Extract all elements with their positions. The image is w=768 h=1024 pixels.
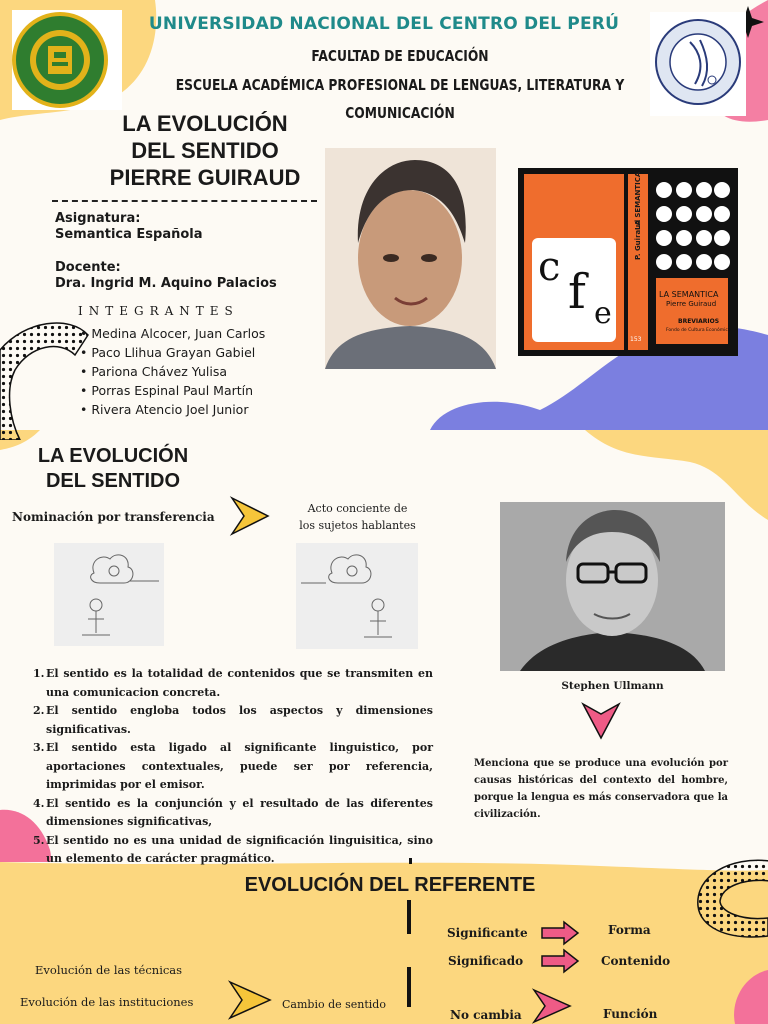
members-list xyxy=(80,324,265,419)
chevron-right-icon xyxy=(226,980,274,1020)
chevron-right-icon xyxy=(228,494,272,538)
member-item: • Medina Alcocer, Juan Carlos xyxy=(80,324,265,343)
cover-title xyxy=(90,110,320,191)
university-name: UNIVERSIDAD NACIONAL DEL CENTRO DEL PERÚ xyxy=(148,14,620,34)
nomination-text: Nominación por transferencia xyxy=(12,510,215,524)
list-item-text: El sentido es la totalidad de contenidos que se transmiten en una comunicacion concreta. xyxy=(46,667,433,699)
list-item-text: El sentido es la conjunción y el resultado de las diferentes dimensiones significativas, xyxy=(46,796,433,828)
chevron-down-icon xyxy=(580,700,622,742)
list-item-number: 3. xyxy=(33,741,45,754)
act-text-line2: los sujetos hablantes xyxy=(299,519,416,532)
cover-divider xyxy=(52,200,317,202)
tech-evolution: Evolución de las técnicas xyxy=(35,963,183,977)
vertical-bar xyxy=(407,967,411,1007)
member-item: • Paco Llihua Grayan Gabiel xyxy=(80,343,265,362)
section1-title-line2: DEL SENTIDO xyxy=(45,470,181,492)
cover-title-line2: DEL SENTIDO xyxy=(131,138,279,163)
top-tick xyxy=(409,858,412,864)
sense-points-list xyxy=(33,665,433,869)
faculty-name: FACULTAD DE EDUCACIÓN xyxy=(311,47,489,65)
list-item xyxy=(33,739,433,795)
section1-title-line1: LA EVOLUCIÓN xyxy=(37,445,189,467)
book-spine-number: 153 xyxy=(630,336,642,343)
forma-label: Forma xyxy=(608,923,651,937)
list-item-number: 5. xyxy=(33,833,45,847)
faculty-logo xyxy=(650,12,746,116)
sketch-speaker-right xyxy=(296,543,418,649)
chevron-right-icon xyxy=(530,988,574,1024)
list-item-number: 2. xyxy=(33,704,45,717)
school-name-line1: ESCUELA ACADÉMICA PROFESIONAL DE LENGUAS, LITERATURA Y xyxy=(175,76,625,94)
guiraud-portrait xyxy=(325,148,496,369)
vertical-bar xyxy=(407,900,411,934)
contenido-label: Contenido xyxy=(601,954,671,968)
list-item xyxy=(33,795,433,832)
funcion-label: Función xyxy=(603,1007,658,1021)
subject-value: Semantica Española xyxy=(55,227,203,242)
book-logo-letter: c xyxy=(538,244,561,290)
list-item-text: El sentido engloba todos los aspectos y dimensiones significativas. xyxy=(46,704,433,736)
section2-title: EVOLUCIÓN DEL REFERENTE xyxy=(244,874,536,896)
list-item xyxy=(33,832,433,869)
cover-title-line1: LA EVOLUCIÓN xyxy=(122,111,288,136)
book-title: LA SEMANTICA xyxy=(659,290,719,299)
act-text-line1: Acto conciente de xyxy=(307,502,408,515)
significado-label: Significado xyxy=(448,954,524,968)
teacher-label: Docente: xyxy=(55,260,121,275)
inst-evolution: Evolución de las instituciones xyxy=(20,995,194,1009)
member-item: • Pariona Chávez Yulisa xyxy=(80,362,265,381)
list-item-text: El sentido no es una unidad de significación linguisitica, sino un elemento de carácter pragmático. xyxy=(46,833,433,865)
teacher-value: Dra. Ingrid M. Aquino Palacios xyxy=(55,276,277,291)
member-item: • Porras Espinal Paul Martín xyxy=(80,381,265,400)
book-cover xyxy=(518,168,738,356)
list-item-number: 1. xyxy=(33,667,45,680)
list-item xyxy=(33,702,433,739)
act-text xyxy=(290,500,425,534)
list-item-text: El sentido esta ligado al significante linguistico, por aportaciones contextuales, puede ser por referencia, imprimidas por el emisor. xyxy=(46,741,433,791)
subject-label: Asignatura: xyxy=(55,211,141,226)
significante-label: Significante xyxy=(447,926,528,940)
book-spine-title: LA SEMANTICA xyxy=(634,171,642,230)
book-title-panel xyxy=(656,278,728,344)
members-heading: INTEGRANTES xyxy=(78,304,239,318)
book-publisher: Fondo de Cultura Económica xyxy=(666,328,731,333)
ullmann-note: Menciona que se produce una evolución por causas históricas del contexto del hombre, porque la lengua es más conservadora que la civilización. xyxy=(474,758,728,820)
cover-title-line3: PIERRE GUIRAUD xyxy=(109,165,301,190)
member-item: • Rivera Atencio Joel Junior xyxy=(80,400,265,419)
ullmann-portrait xyxy=(500,502,725,671)
book-series: BREVIARIOS xyxy=(678,318,720,325)
section1-title xyxy=(18,444,208,494)
ullmann-caption: Stephen Ullmann xyxy=(561,680,664,692)
book-pattern xyxy=(652,176,732,276)
list-item-number: 4. xyxy=(33,796,45,810)
dotted-arc-right xyxy=(690,856,768,946)
book-spine-author: P. Guiraud xyxy=(634,219,642,260)
arrow-right-icon xyxy=(540,948,580,974)
sense-change: Cambio de sentido xyxy=(282,998,386,1011)
list-item xyxy=(33,665,433,702)
book-logo-letter: f xyxy=(568,264,586,320)
school-name-line2: COMUNICACIÓN xyxy=(345,104,455,122)
dotted-arc-left xyxy=(0,310,90,440)
book-author: Pierre Guiraud xyxy=(666,300,717,308)
no-cambia-label: No cambia xyxy=(450,1008,522,1022)
book-logo-letter: e xyxy=(594,296,612,331)
sketch-speaker-left xyxy=(54,543,164,646)
arrow-right-icon xyxy=(540,920,580,946)
